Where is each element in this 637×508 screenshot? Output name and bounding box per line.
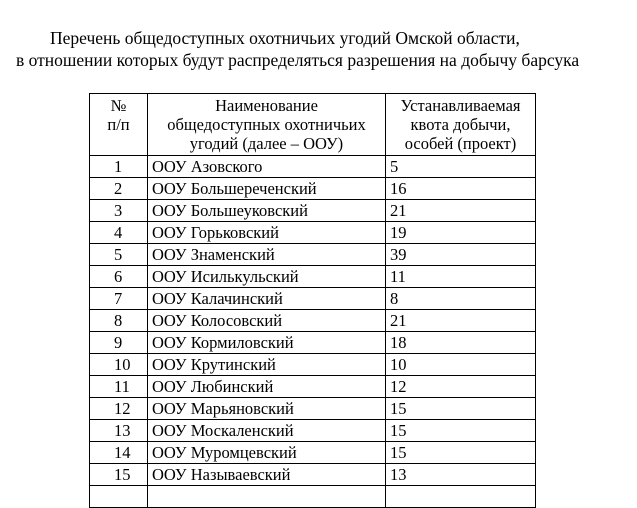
row-name: ООУ Исилькульский xyxy=(148,266,386,288)
table-row xyxy=(90,376,536,398)
header-quota: Устанавливаемая квота добычи, особей (проект) xyxy=(386,94,536,156)
table-row xyxy=(90,266,536,288)
row-number: 3 xyxy=(90,200,148,222)
row-name: ООУ Москаленский xyxy=(148,420,386,442)
header-number: № п/п xyxy=(90,94,148,156)
row-quota: 18 xyxy=(386,332,536,354)
row-name: ООУ Кормиловский xyxy=(148,332,386,354)
row-number: 14 xyxy=(90,442,148,464)
header-name: Наименование общедоступных охотничьих угодий (далее – ООУ) xyxy=(148,94,386,156)
row-number: 15 xyxy=(90,464,148,486)
row-name: ООУ Любинский xyxy=(148,376,386,398)
row-quota: 10 xyxy=(386,354,536,376)
row-name: ООУ Большеуковский xyxy=(148,200,386,222)
row-number: 13 xyxy=(90,420,148,442)
table-row-empty xyxy=(90,486,536,508)
table-row xyxy=(90,354,536,376)
table-row xyxy=(90,420,536,442)
table-header-row xyxy=(90,94,536,156)
row-name: ООУ Горьковский xyxy=(148,222,386,244)
row-name: ООУ Марьяновский xyxy=(148,398,386,420)
row-name: ООУ Называевский xyxy=(148,464,386,486)
table-row xyxy=(90,200,536,222)
row-quota: 39 xyxy=(386,244,536,266)
row-number: 9 xyxy=(90,332,148,354)
row-quota: 15 xyxy=(386,398,536,420)
row-number: 12 xyxy=(90,398,148,420)
row-quota: 16 xyxy=(386,178,536,200)
row-number: 7 xyxy=(90,288,148,310)
row-quota: 15 xyxy=(386,442,536,464)
row-number: 10 xyxy=(90,354,148,376)
row-number: 11 xyxy=(90,376,148,398)
row-quota: 8 xyxy=(386,288,536,310)
table-row xyxy=(90,244,536,266)
row-name: ООУ Большереченский xyxy=(148,178,386,200)
table-row xyxy=(90,178,536,200)
table-row xyxy=(90,464,536,486)
row-number: 4 xyxy=(90,222,148,244)
row-quota: 19 xyxy=(386,222,536,244)
row-number: 6 xyxy=(90,266,148,288)
row-number: 1 xyxy=(90,156,148,178)
table-row xyxy=(90,288,536,310)
title-line-1: Перечень общедоступных охотничьих угодий Омской области, xyxy=(50,28,520,48)
empty-cell xyxy=(386,486,536,508)
table-row xyxy=(90,222,536,244)
row-quota: 21 xyxy=(386,200,536,222)
row-number: 5 xyxy=(90,244,148,266)
row-name: ООУ Муромцевский xyxy=(148,442,386,464)
table-row xyxy=(90,332,536,354)
empty-cell xyxy=(148,486,386,508)
title-line-2: в отношении которых будут распределяться разрешения на добычу барсука xyxy=(16,50,580,70)
row-quota: 5 xyxy=(386,156,536,178)
table-row xyxy=(90,156,536,178)
table-row xyxy=(90,442,536,464)
row-quota: 13 xyxy=(386,464,536,486)
row-name: ООУ Азовского xyxy=(148,156,386,178)
table-row xyxy=(90,310,536,332)
row-name: ООУ Крутинский xyxy=(148,354,386,376)
row-quota: 15 xyxy=(386,420,536,442)
hunting-grounds-table xyxy=(89,93,536,508)
row-quota: 11 xyxy=(386,266,536,288)
row-name: ООУ Колосовский xyxy=(148,310,386,332)
row-quota: 12 xyxy=(386,376,536,398)
row-name: ООУ Калачинский xyxy=(148,288,386,310)
table-row xyxy=(90,398,536,420)
row-name: ООУ Знаменский xyxy=(148,244,386,266)
empty-cell xyxy=(90,486,148,508)
row-number: 8 xyxy=(90,310,148,332)
row-quota: 21 xyxy=(386,310,536,332)
row-number: 2 xyxy=(90,178,148,200)
